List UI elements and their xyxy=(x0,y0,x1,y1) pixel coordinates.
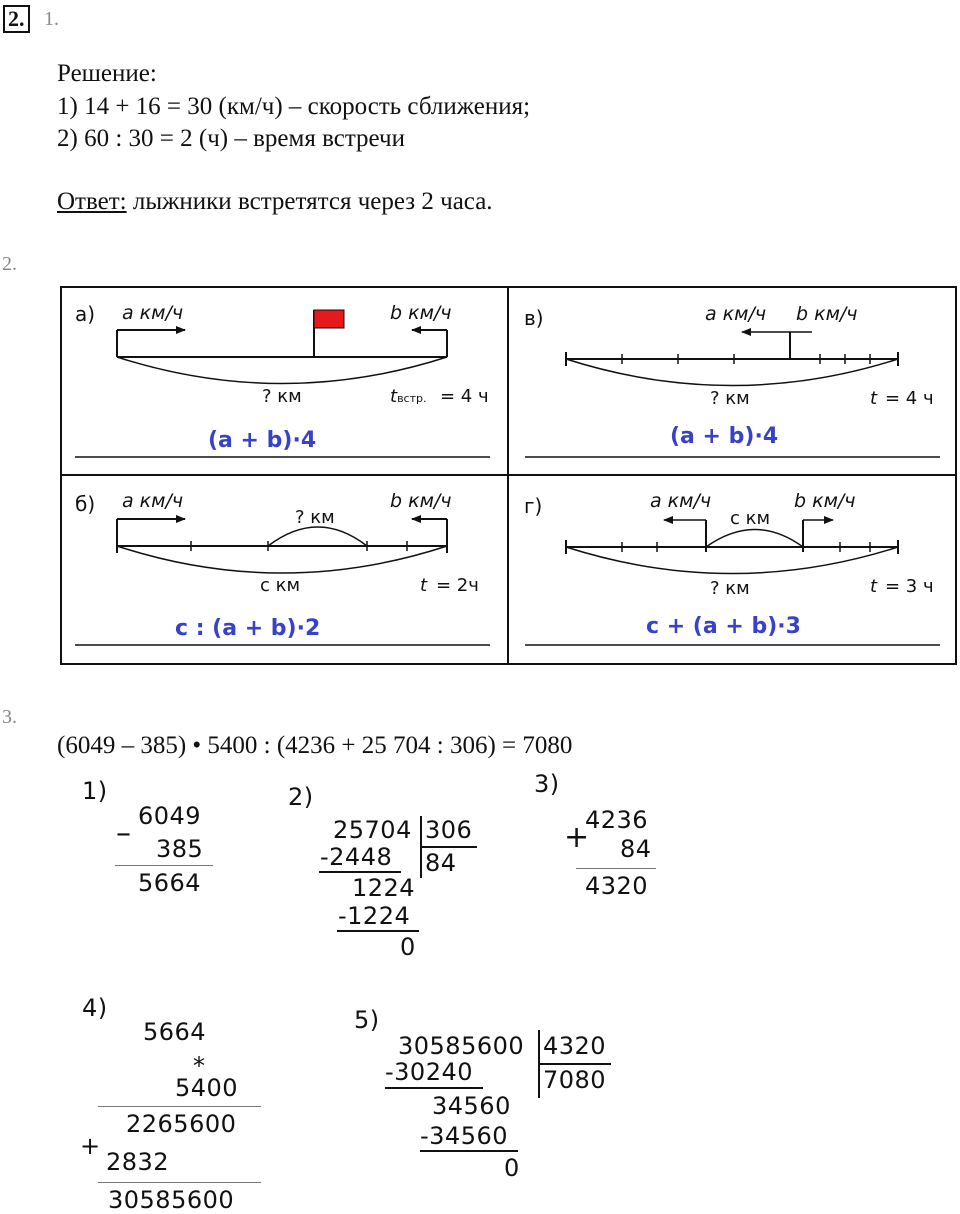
calc2-sub2: -1224 xyxy=(338,902,411,930)
calc4-b: 5400 xyxy=(175,1074,239,1102)
solution-label: Решение: xyxy=(57,60,157,87)
calc5-rem1: 34560 xyxy=(432,1092,511,1120)
calc2-rule1 xyxy=(319,871,401,873)
calc5-dividend: 30585600 xyxy=(398,1032,525,1060)
calc4-p2: 2832 xyxy=(106,1148,170,1176)
calc5-rule2 xyxy=(420,1150,518,1152)
cell-v-distance: ? км xyxy=(710,388,750,409)
cell-v-right-speed: b км/ч xyxy=(796,303,858,325)
calc3-sign: + xyxy=(564,820,590,855)
part2-label: 2. xyxy=(2,253,17,275)
solution-step: 2) 60 : 30 = 2 (ч) – время встречи xyxy=(57,125,405,152)
task-number: 2. xyxy=(3,5,30,33)
cell-b-time-var: t xyxy=(420,575,428,596)
calc4-sign: + xyxy=(80,1132,101,1160)
cell-a-left-speed: a км/ч xyxy=(122,302,184,324)
cell-g-time-value: = 3 ч xyxy=(885,576,934,597)
cell-a-distance: ? км xyxy=(262,386,302,407)
calc3-rule xyxy=(576,868,656,869)
calc2-label: 2) xyxy=(288,783,314,811)
cell-b-time-value: = 2ч xyxy=(436,575,479,596)
calc3-a: 4236 xyxy=(585,806,649,834)
cell-b-left-speed: a км/ч xyxy=(122,490,184,512)
cell-b-right-speed: b км/ч xyxy=(390,490,452,512)
calc2-dividend: 25704 xyxy=(333,816,412,844)
flag-icon xyxy=(314,310,344,328)
cell-g-left-speed: a км/ч xyxy=(650,490,712,512)
calc5-rule1 xyxy=(385,1087,483,1089)
cell-g-letter: г) xyxy=(524,494,543,518)
calc1-b: 385 xyxy=(156,835,204,863)
cell-g-distance: ? км xyxy=(710,578,750,599)
cell-v-letter: в) xyxy=(524,306,544,330)
cell-v-left-speed: a км/ч xyxy=(705,303,767,325)
calc2-rem2: 0 xyxy=(400,933,416,961)
calc4-label: 4) xyxy=(82,994,108,1022)
calc2-rule2 xyxy=(337,930,419,932)
cell-v-time-var: t xyxy=(870,388,878,409)
solution-step: 1) 14 + 16 = 30 (км/ч) – скорость сближения; xyxy=(57,93,531,120)
cell-g-gap: c км xyxy=(730,508,771,529)
calc5-divisor: 4320 xyxy=(543,1032,607,1060)
calc4-op: * xyxy=(193,1052,206,1080)
expression: (6049 – 385) • 5400 : (4236 + 25 704 : 306) = 7080 xyxy=(57,732,573,759)
answer-text: лыжники встретятся через 2 часа. xyxy=(126,188,493,215)
calc3-result: 4320 xyxy=(585,872,649,900)
calc4-rule1 xyxy=(98,1106,261,1107)
calc5-divisor-rule xyxy=(539,1063,611,1065)
calc1-result: 5664 xyxy=(138,869,202,897)
calc5-label: 5) xyxy=(354,1006,380,1034)
calc2-divisor: 306 xyxy=(425,816,473,844)
cell-g-formula: c + (a + b)·3 xyxy=(646,614,801,639)
cell-b-distance: c км xyxy=(260,575,301,596)
calc4-rule2 xyxy=(98,1182,261,1183)
time-var: t xyxy=(390,386,398,407)
calc5-rem2: 0 xyxy=(504,1154,520,1182)
calc1-sign: – xyxy=(116,816,132,851)
diagram-v xyxy=(566,332,898,386)
diagram-b xyxy=(117,519,447,573)
cell-v-formula: (a + b)·4 xyxy=(670,424,779,449)
part3-label: 3. xyxy=(2,706,17,728)
cell-g-time-var: t xyxy=(870,576,878,597)
calc1-label: 1) xyxy=(82,777,108,805)
cell-v-time-value: = 4 ч xyxy=(885,388,934,409)
cell-a-formula: (a + b)·4 xyxy=(208,428,317,453)
cell-a-time xyxy=(390,386,426,407)
calc1-a: 6049 xyxy=(138,802,202,830)
calc2-divisor-rule xyxy=(421,846,477,848)
cell-g-right-speed: b км/ч xyxy=(794,490,856,512)
time-sub: встр. xyxy=(397,392,427,405)
calc2-sub1: -2448 xyxy=(320,843,393,871)
calc1-rule xyxy=(115,865,213,866)
calc3-label: 3) xyxy=(534,770,560,798)
cell-b-formula: c : (a + b)·2 xyxy=(175,616,321,641)
cell-b-gap: ? км xyxy=(295,507,335,528)
calc4-p1: 2265600 xyxy=(126,1110,237,1138)
calc4-a: 5664 xyxy=(143,1018,207,1046)
calc5-quotient: 7080 xyxy=(543,1066,607,1094)
cell-b-letter: б) xyxy=(75,492,96,516)
cell-a-letter: а) xyxy=(75,302,96,326)
cell-a-time-value: = 4 ч xyxy=(440,386,489,407)
calc2-quotient: 84 xyxy=(425,849,457,877)
calc5-sub1: -30240 xyxy=(385,1058,474,1086)
calc3-b: 84 xyxy=(620,835,652,863)
calc2-rem1: 1224 xyxy=(352,874,416,902)
answer-label: Ответ: xyxy=(57,188,127,215)
calc4-result: 30585600 xyxy=(108,1186,235,1214)
cell-a-right-speed: b км/ч xyxy=(390,302,452,324)
sub-label: 1. xyxy=(44,8,59,30)
calc5-sub2: -34560 xyxy=(420,1122,509,1150)
